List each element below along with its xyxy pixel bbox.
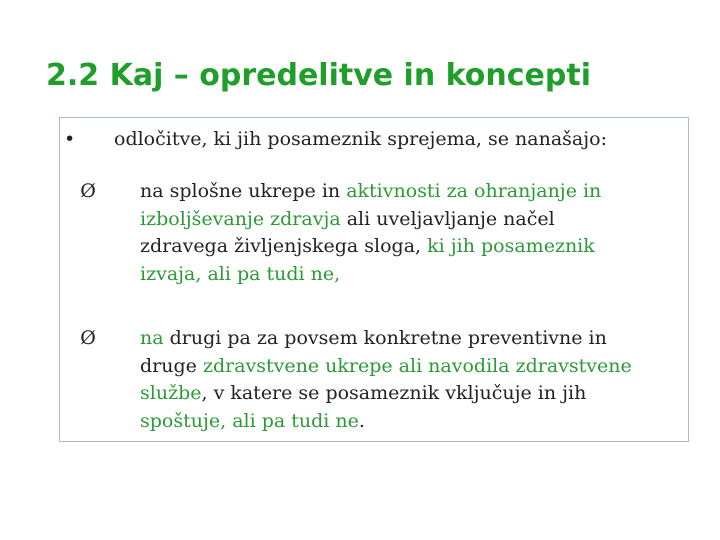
text-line <box>140 325 685 353</box>
sub-item-text <box>140 325 685 435</box>
arrow-bullet-icon: Ø <box>80 327 96 349</box>
text-run: izboljševanje zdravja <box>140 207 341 230</box>
text-run: ki jih posameznik <box>427 235 595 257</box>
text-line <box>140 178 685 206</box>
text-run: aktivnosti za ohranjanje in <box>346 180 602 202</box>
text-run: zdravstvene ukrepe ali navodila zdravstvene <box>202 354 632 377</box>
text-line <box>140 261 685 289</box>
text-run: na <box>140 327 170 349</box>
text-run: zdravega življenjskega sloga, <box>140 235 428 257</box>
text-line <box>140 353 685 381</box>
text-line <box>140 206 685 234</box>
text-run: na splošne ukrepe in <box>140 180 347 202</box>
slide-title: 2.2 Kaj – opredelitve in koncepti <box>46 58 591 93</box>
text-run: . <box>358 409 365 432</box>
text-run: , v katere se posameznik vključuje in jih <box>201 382 587 404</box>
text-run: izvaja, ali pa tudi ne, <box>140 262 341 285</box>
text-run: službe <box>140 382 202 404</box>
text-line <box>140 408 685 436</box>
content-box <box>59 117 689 442</box>
text-run: drugi pa za povsem konkretne preventivne in <box>169 327 607 349</box>
sub-item-text <box>140 178 685 288</box>
text-run: ali uveljavljanje načel <box>340 207 555 230</box>
text-line <box>140 233 685 261</box>
text-run: druge <box>140 354 203 377</box>
arrow-bullet-icon: Ø <box>80 180 96 202</box>
text-line <box>140 380 685 408</box>
bullet-icon: • <box>64 128 76 150</box>
text-run: spoštuje, ali pa tudi ne <box>140 409 359 432</box>
bullet-text: odločitve, ki jih posameznik sprejema, se nanašajo: <box>114 128 607 150</box>
